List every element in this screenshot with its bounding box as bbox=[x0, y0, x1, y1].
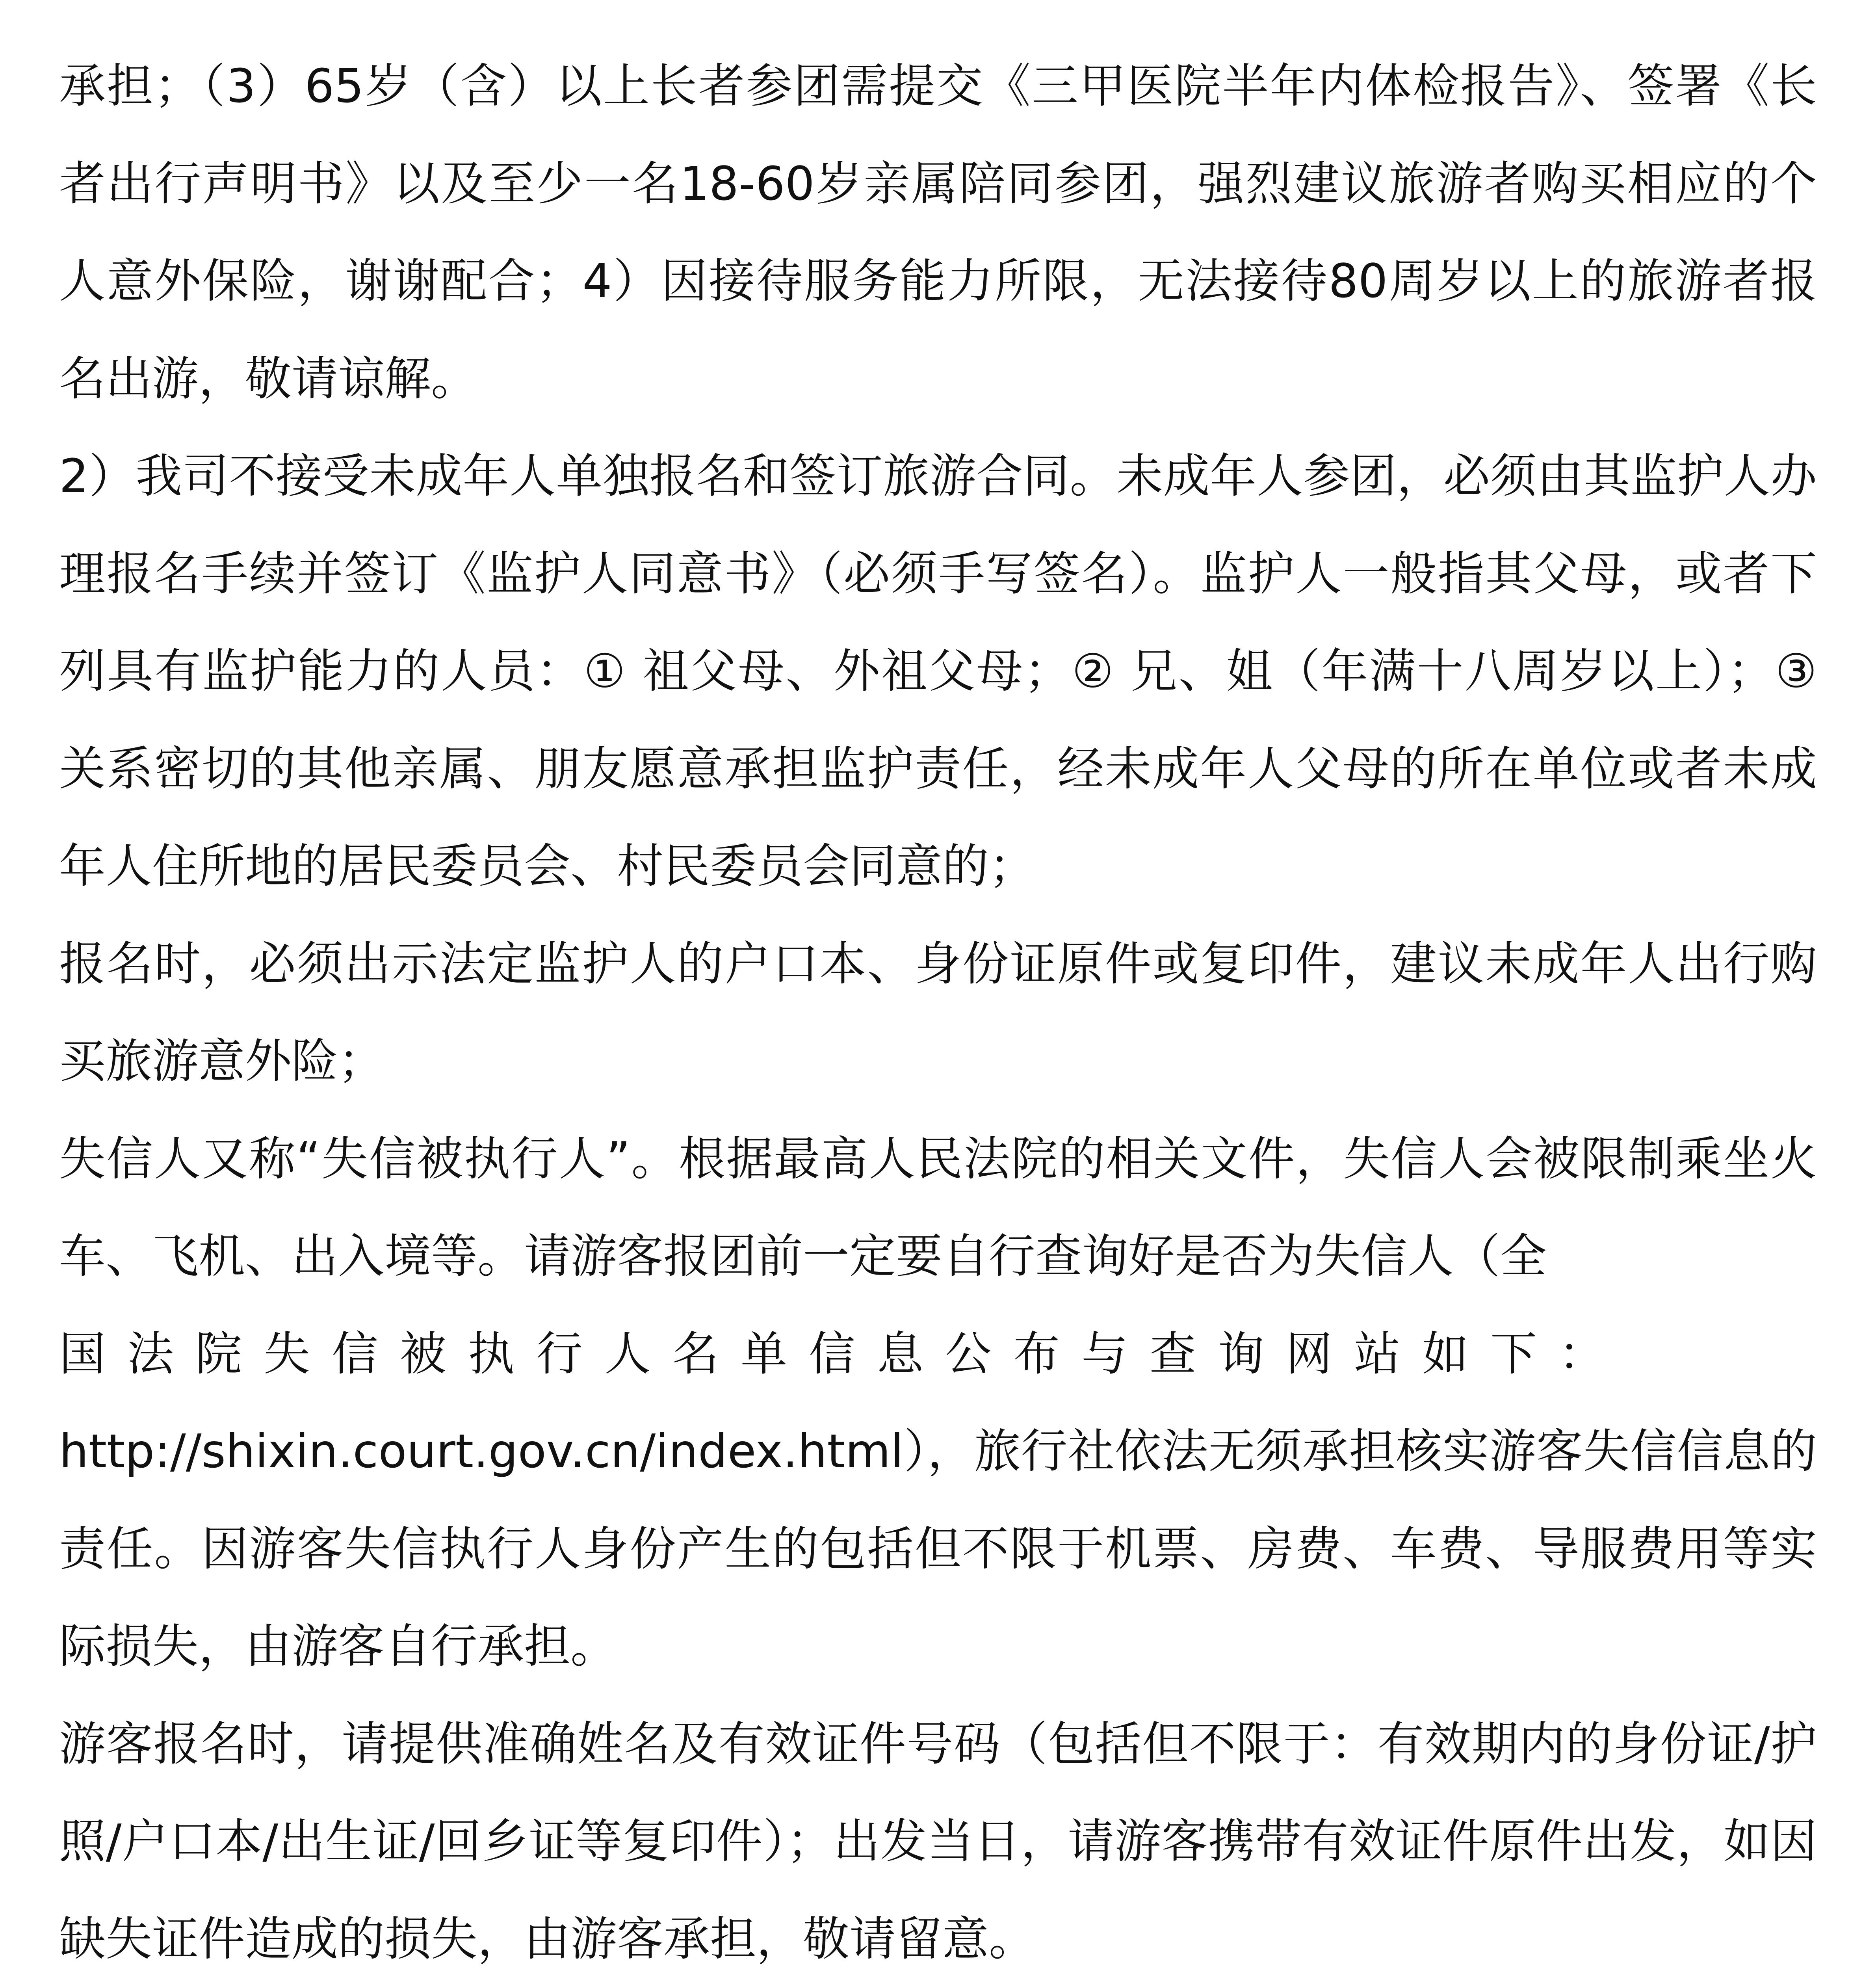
paragraph-identity-documents: 游客报名时，请提供准确姓名及有效证件号码（包括但不限于：有效期内的身份证/护照/户口本/出生证/回乡证等复印件）；出发当日，请游客携带有效证件原件出发，如因缺失证件造成的损失，由游客承担，敬请留意。 bbox=[59, 1716, 1817, 1966]
court-website-label: 国法院失信被执行人名单信息公布与查询网站如下： bbox=[59, 1326, 1627, 1381]
court-website-url: http://shixin.court.gov.cn/index.html），旅行社依法无须承担核实游客失信信息的责任。因游客失信执行人身份产生的包括但不限于机票、房费、车费、导服费用等实际损失，由游客自行承担。 bbox=[59, 1424, 1817, 1673]
dishonest-persons-intro: 失信人又称“失信被执行人”。根据最高人民法院的相关文件，失信人会被限制乘坐火车、飞机、出入境等。请游客报团前一定要自行查询好是否为失信人（全 bbox=[59, 1131, 1817, 1283]
paragraph-minors-guardian: 2）我司不接受未成年人单独报名和签订旅游合同。未成年人参团，必须由其监护人办理报名手续并签订《监护人同意书》（必须手写签名）。监护人一般指其父母，或者下列具有监护能力的人员：① 祖父母、外祖父母；② 兄、姐（年满十八周岁以上）；③ 关系密切的其他亲属、朋友愿意承担监护责任，经未成年人父母的所在单位或者未成年人住所地的居民委员会、村民委员会同意的； bbox=[59, 449, 1817, 893]
paragraph-elderly-participants: 承担；（3）65岁（含）以上长者参团需提交《三甲医院半年内体检报告》、签署《长者出行声明书》以及至少一名18-60岁亲属陪同参团，强烈建议旅游者购买相应的个人意外保险，谢谢配合；4）因接待服务能力所限，无法接待80周岁以上的旅游者报名出游，敬请谅解。 bbox=[59, 59, 1817, 406]
paragraph-registration-documents: 报名时，必须出示法定监护人的户口本、身份证原件或复印件，建议未成年人出行购买旅游意外险； bbox=[59, 936, 1817, 1088]
document-page bbox=[59, 0, 1817, 1970]
paragraph-dishonest-persons bbox=[59, 1110, 1817, 1695]
